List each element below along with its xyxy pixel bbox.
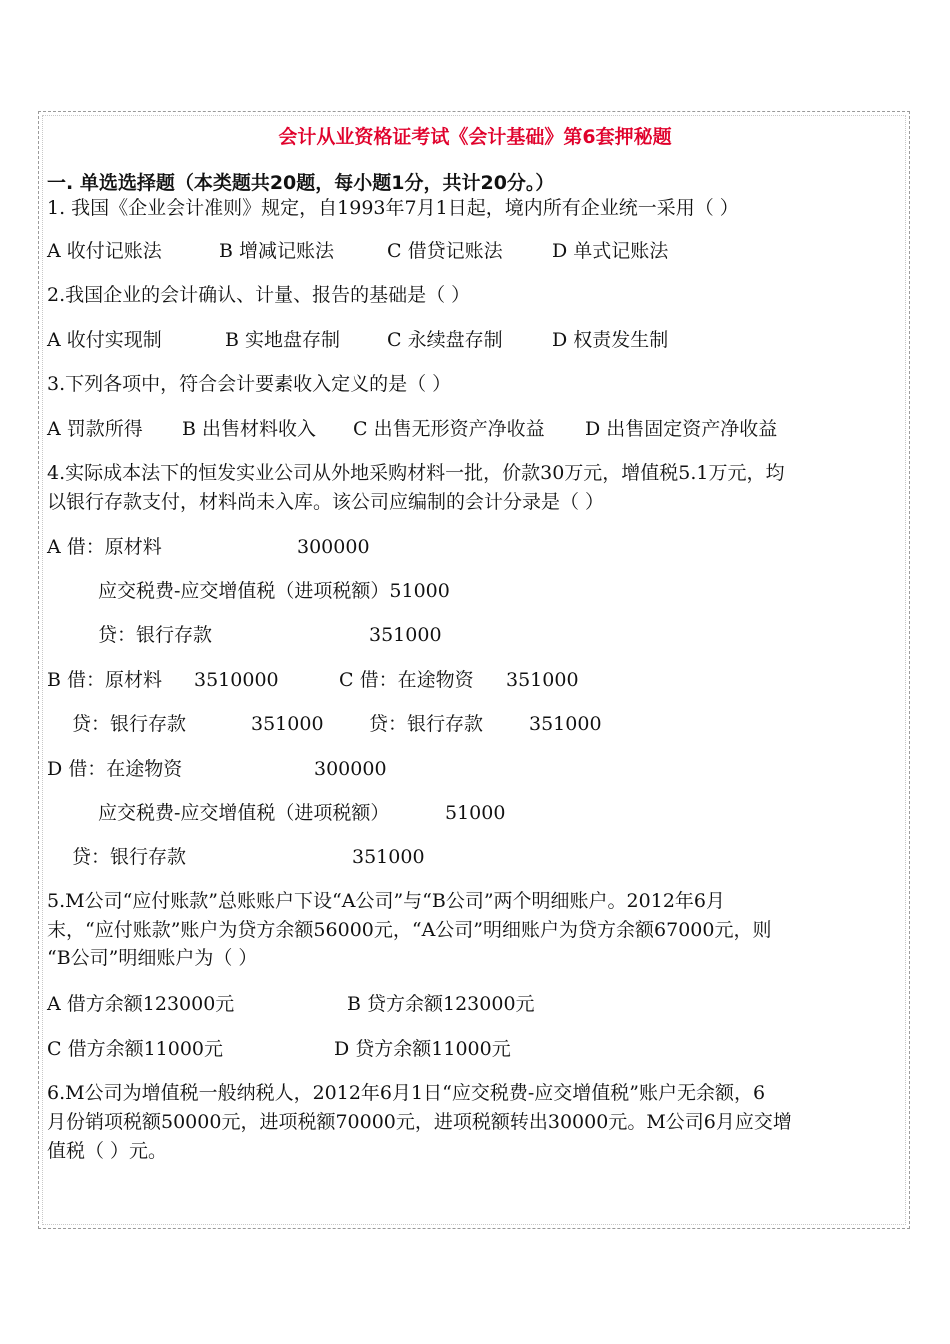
q4-option-a-line-2: 应交税费-应交增值税（进项税额）51000 — [98, 580, 450, 602]
question-3: 3.下列各项中，符合会计要素收入定义的是（ ） — [47, 373, 452, 395]
entry-amount: 51000 — [445, 802, 506, 824]
question-2: 2.我国企业的会计确认、计量、报告的基础是（ ） — [47, 284, 471, 306]
entry-amount: 351000 — [369, 624, 442, 646]
q1-option-d: D 单式记账法 — [552, 240, 669, 262]
q2-option-b: B 实地盘存制 — [225, 329, 341, 351]
question-1: 1. 我国《企业会计准则》规定，自1993年7月1日起，境内所有企业统一采用（ ） — [47, 197, 739, 219]
entry-label: 贷：银行存款 — [72, 713, 187, 735]
q5-option-b: B 贷方余额123000元 — [347, 993, 535, 1015]
entry-amount: 351000 — [352, 846, 425, 868]
entry-amount: 300000 — [314, 758, 387, 780]
question-4-line-1: 4.实际成本法下的恒发实业公司从外地采购材料一批，价款30万元，增值税5.1万元，均 — [47, 462, 785, 484]
entry-amount: 300000 — [297, 536, 370, 558]
q2-option-c: C 永续盘存制 — [387, 329, 503, 351]
q5-option-a: A 借方余额123000元 — [47, 993, 235, 1015]
entry-label: 贷：银行存款 — [369, 713, 484, 735]
page-title: 会计从业资格证考试《会计基础》第6套押秘题 — [278, 126, 672, 148]
entry-label: 应交税费-应交增值税（进项税额） — [98, 802, 390, 824]
q2-option-a: A 收付实现制 — [47, 329, 162, 351]
question-5-line-3: “B公司”明细账户为（ ） — [47, 947, 258, 969]
question-6-line-1: 6.M公司为增值税一般纳税人，2012年6月1日“应交税费-应交增值税”账户无余额，6 — [47, 1082, 766, 1104]
entry-label: B 借：原材料 — [47, 669, 163, 691]
entry-label: 贷：银行存款 — [72, 846, 187, 868]
section-heading: 一. 单选选择题（本类题共20题，每小题1分，共计20分。） — [47, 172, 555, 194]
entry-amount: 351000 — [529, 713, 602, 735]
q2-option-d: D 权责发生制 — [552, 329, 669, 351]
entry-label: C 借：在途物资 — [339, 669, 474, 691]
question-5-line-1: 5.M公司“应付账款”总账账户下设“A公司”与“B公司”两个明细账户。2012年6月 — [47, 890, 725, 912]
q1-option-b: B 增减记账法 — [219, 240, 335, 262]
question-5-line-2: 末，“应付账款”账户为贷方余额56000元，“A公司”明细账户为贷方余额67000元，则 — [47, 919, 772, 941]
question-6-line-2: 月份销项税额50000元，进项税额70000元，进项税额转出30000元。M公司6月应交增 — [47, 1111, 792, 1133]
q3-option-c: C 出售无形资产净收益 — [353, 418, 545, 440]
q3-option-d: D 出售固定资产净收益 — [585, 418, 778, 440]
q1-option-c: C 借贷记账法 — [387, 240, 503, 262]
question-4-line-2: 以银行存款支付，材料尚未入库。该公司应编制的会计分录是（ ） — [47, 491, 605, 513]
entry-amount: 351000 — [506, 669, 579, 691]
q3-option-b: B 出售材料收入 — [182, 418, 317, 440]
q5-option-d: D 贷方余额11000元 — [334, 1038, 511, 1060]
entry-amount: 3510000 — [194, 669, 279, 691]
entry-amount: 351000 — [251, 713, 324, 735]
q5-option-c: C 借方余额11000元 — [47, 1038, 224, 1060]
question-6-line-3: 值税（ ）元。 — [47, 1140, 168, 1162]
entry-label: A 借：原材料 — [47, 536, 162, 558]
entry-label: 贷：银行存款 — [98, 624, 213, 646]
q1-option-a: A 收付记账法 — [47, 240, 162, 262]
entry-label: D 借：在途物资 — [47, 758, 183, 780]
q3-option-a: A 罚款所得 — [47, 418, 143, 440]
